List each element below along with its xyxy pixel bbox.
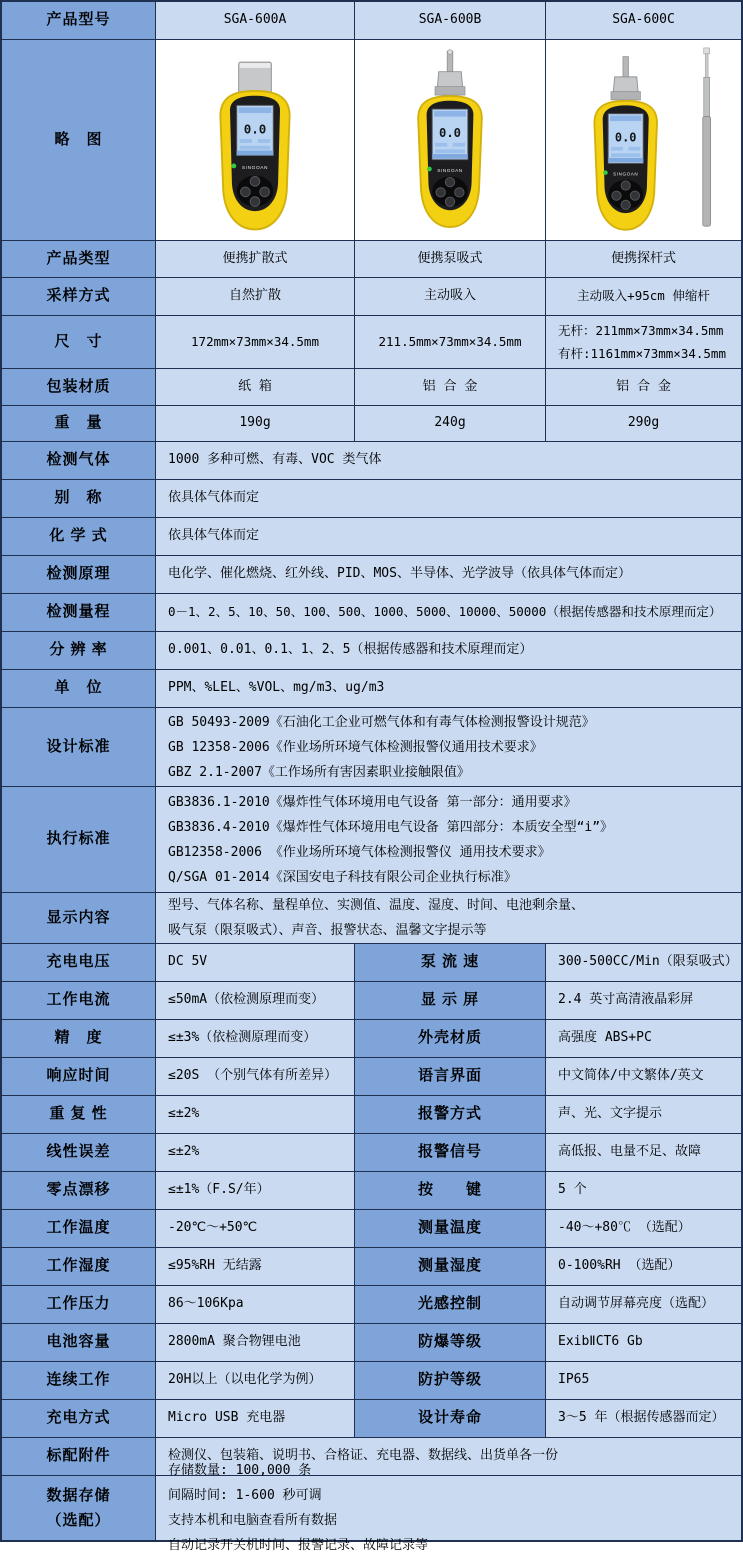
spec-label: 检测气体: [2, 442, 156, 479]
device-brand-text: SINGOAN: [437, 167, 463, 173]
spec-value: DC 5V: [156, 944, 355, 981]
spec-value: 0－1、2、5、10、50、100、500、1000、5000、10000、50000（根据传感器和技术原理而定）: [156, 594, 741, 631]
spec-label: 按 键: [355, 1172, 546, 1209]
sketch-row: [2, 40, 741, 241]
spec-label: 充电电压: [2, 944, 156, 981]
row-product-type: [2, 241, 741, 278]
spec-label: 工作温度: [2, 1210, 156, 1247]
standard-line: GB 50493-2009《石油化工企业可燃气体和有毒气体检测报警设计规范》: [168, 714, 595, 730]
spec-value: [156, 787, 741, 892]
row-data-storage: [2, 1463, 741, 1553]
spec-value: ExibⅡCT6 Gb: [546, 1324, 741, 1361]
spec-value: 0-100%RH （选配）: [546, 1248, 741, 1285]
device-illustration-sga-600c: [564, 45, 724, 235]
spec-label: 分 辨 率: [2, 632, 156, 669]
device-screen-reading: 0.0: [243, 121, 267, 137]
spec-label: 采样方式: [2, 278, 156, 315]
header-model-sga-600c: SGA-600C: [546, 2, 741, 39]
spec-label: 电池容量: [2, 1324, 156, 1361]
spec-value: 检测仪、包装箱、说明书、合格证、充电器、数据线、出货单各一份: [156, 1438, 741, 1475]
spec-value-c: [546, 316, 741, 368]
spec-label: 充电方式: [2, 1400, 156, 1437]
row-response-time-language: [2, 1058, 741, 1096]
spec-label: 尺 寸: [2, 316, 156, 368]
spec-value: 1000 多种可燃、有毒、VOC 类气体: [156, 442, 741, 479]
row-detect-principle: [2, 556, 741, 594]
spec-value-a: 纸 箱: [156, 369, 355, 405]
spec-label: 零点漂移: [2, 1172, 156, 1209]
spec-value-c: 290g: [546, 406, 741, 441]
spec-label: 别 称: [2, 480, 156, 517]
storage-line: 自动记录开关机时间、报警记录、故障记录等: [168, 1538, 429, 1553]
spec-value: ≤50mA（依检测原理而变）: [156, 982, 355, 1019]
spec-value: 自动调节屏幕亮度（选配）: [546, 1286, 741, 1323]
spec-value: 依具体气体而定: [156, 480, 741, 517]
row-standard-accessories: [2, 1438, 741, 1476]
header-model-sga-600a: SGA-600A: [156, 2, 355, 39]
standard-line: GB 12358-2006《作业场所环境气体检测报警仪通用技术要求》: [168, 739, 543, 755]
standard-line: Q/SGA 01-2014《深国安电子科技有限公司企业执行标准》: [168, 869, 517, 885]
spec-value: Micro USB 充电器: [156, 1400, 355, 1437]
spec-value: PPM、%LEL、%VOL、mg/m3、ug/m3: [156, 670, 741, 707]
spec-label: [2, 1476, 156, 1540]
spec-value: 300-500CC/Min（限泵吸式）: [546, 944, 741, 981]
row-working-humidity-measure-humidity: [2, 1248, 741, 1286]
row-dimensions: [2, 316, 741, 369]
spec-label: 语言界面: [355, 1058, 546, 1095]
spec-label: 重 复 性: [2, 1096, 156, 1133]
storage-line: 支持本机和电脑查看所有数据: [168, 1513, 338, 1528]
spec-value: 3～5 年（根据传感器而定）: [546, 1400, 741, 1437]
dimension-without-rod: 无杆：211mm×73mm×34.5mm: [558, 323, 724, 338]
row-charge-voltage-pump-flow: [2, 944, 741, 982]
row-battery-explosion-proof: [2, 1324, 741, 1362]
storage-line: 存储数量: 100,000 条: [168, 1463, 312, 1478]
sketch-label: 略 图: [2, 40, 156, 240]
row-working-current-display: [2, 982, 741, 1020]
row-sampling-method: [2, 278, 741, 316]
row-zero-drift-buttons: [2, 1172, 741, 1210]
row-chemical-formula: [2, 518, 741, 556]
header-product-model-label: 产品型号: [2, 2, 156, 39]
row-resolution: [2, 632, 741, 670]
standard-line: GBZ 2.1-2007《工作场所有害因素职业接触限值》: [168, 764, 470, 780]
spec-label: 重 量: [2, 406, 156, 441]
device-illustration-sga-600a: [180, 45, 330, 235]
storage-label-line: （选配）: [46, 1512, 111, 1529]
spec-label: 执行标准: [2, 787, 156, 892]
row-continuous-work-protection: [2, 1362, 741, 1400]
spec-value: 电化学、催化燃烧、红外线、PID、MOS、半导体、光学波导（依具体气体而定）: [156, 556, 741, 593]
telescopic-rod-illustration: [702, 48, 710, 226]
spec-value: [156, 1463, 741, 1553]
spec-value: 高强度 ABS+PC: [546, 1020, 741, 1057]
spec-value-c: 铝 合 金: [546, 369, 741, 405]
spec-value: ≤±3%（依检测原理而变）: [156, 1020, 355, 1057]
row-accuracy-shell-material: [2, 1020, 741, 1058]
spec-label: 外壳材质: [355, 1020, 546, 1057]
spec-value: 依具体气体而定: [156, 518, 741, 555]
header-row: [2, 2, 741, 40]
storage-label-line: 数据存储: [46, 1487, 111, 1504]
spec-value: 中文简体/中文繁体/英文: [546, 1058, 741, 1095]
spec-value: ≤±1%（F.S/年）: [156, 1172, 355, 1209]
spec-label: 测量湿度: [355, 1248, 546, 1285]
spec-value: -20℃～+50℃: [156, 1210, 355, 1247]
spec-label: 化 学 式: [2, 518, 156, 555]
device-screen-reading: 0.0: [439, 126, 461, 141]
row-alias: [2, 480, 741, 518]
spec-value: 0.001、0.01、0.1、1、2、5（根据传感器和技术原理而定）: [156, 632, 741, 669]
spec-value: 20H以上（以电化学为例）: [156, 1362, 355, 1399]
spec-value: ≤20S （个别气体有所差异）: [156, 1058, 355, 1095]
row-detect-range: [2, 594, 741, 632]
spec-value: 2800mA 聚合物锂电池: [156, 1324, 355, 1361]
spec-label: 精 度: [2, 1020, 156, 1057]
spec-label: 工作湿度: [2, 1248, 156, 1285]
spec-value-b: 便携泵吸式: [355, 241, 546, 277]
spec-label: 显 示 屏: [355, 982, 546, 1019]
spec-value: [156, 893, 741, 943]
spec-label: 产品类型: [2, 241, 156, 277]
spec-value-b: 主动吸入: [355, 278, 546, 315]
spec-label: 显示内容: [2, 893, 156, 943]
row-linearity-alarm-signal: [2, 1134, 741, 1172]
row-detect-gas: [2, 442, 741, 480]
spec-label: 报警方式: [355, 1096, 546, 1133]
row-design-standards: [2, 708, 741, 787]
product-image-cell-a: [156, 40, 355, 240]
display-line: 型号、气体名称、量程单位、实测值、温度、湿度、时间、电池剩余量、: [168, 898, 585, 913]
standard-line: GB3836.1-2010《爆炸性气体环境用电气设备 第一部分：通用要求》: [168, 794, 577, 810]
spec-value: 86～106Kpa: [156, 1286, 355, 1323]
device-brand-text: SINGOAN: [612, 171, 638, 177]
spec-value: [156, 708, 741, 786]
storage-line: 间隔时间: 1-600 秒可调: [168, 1488, 322, 1503]
header-model-sga-600b: SGA-600B: [355, 2, 546, 39]
spec-value: 声、光、文字提示: [546, 1096, 741, 1133]
standard-line: GB12358-2006 《作业场所环境气体检测报警仪 通用技术要求》: [168, 844, 551, 860]
row-display-contents: [2, 893, 741, 944]
row-execution-standards: [2, 787, 741, 893]
spec-label: 响应时间: [2, 1058, 156, 1095]
row-repeatability-alarm-mode: [2, 1096, 741, 1134]
spec-value: 5 个: [546, 1172, 741, 1209]
spec-label: 包装材质: [2, 369, 156, 405]
spec-value: ≤±2%: [156, 1134, 355, 1171]
spec-value-a: 自然扩散: [156, 278, 355, 315]
spec-value: 高低报、电量不足、故障: [546, 1134, 741, 1171]
spec-value: IP65: [546, 1362, 741, 1399]
device-screen-reading: 0.0: [614, 130, 637, 145]
spec-label: 工作电流: [2, 982, 156, 1019]
device-illustration-sga-600b: [377, 45, 523, 235]
spec-label: 检测原理: [2, 556, 156, 593]
row-working-pressure-light-control: [2, 1286, 741, 1324]
spec-label: 泵 流 速: [355, 944, 546, 981]
spec-value: ≤±2%: [156, 1096, 355, 1133]
spec-label: 报警信号: [355, 1134, 546, 1171]
spec-value-b: 240g: [355, 406, 546, 441]
spec-value: -40～+80℃ （选配）: [546, 1210, 741, 1247]
spec-value: ≤95%RH 无结露: [156, 1248, 355, 1285]
row-units: [2, 670, 741, 708]
spec-label: 标配附件: [2, 1438, 156, 1475]
spec-label: 单 位: [2, 670, 156, 707]
product-image-cell-c: [546, 40, 741, 240]
spec-label: 检测量程: [2, 594, 156, 631]
standard-line: GB3836.4-2010《爆炸性气体环境用电气设备 第四部分：本质安全型“i”》: [168, 819, 614, 835]
row-weight: [2, 406, 741, 442]
product-image-cell-b: [355, 40, 546, 240]
spec-value: 2.4 英寸高清液晶彩屏: [546, 982, 741, 1019]
row-packaging-material: [2, 369, 741, 406]
spec-value-a: 172mm×73mm×34.5mm: [156, 316, 355, 368]
dimension-with-rod: 有杆:1161mm×73mm×34.5mm: [558, 346, 726, 361]
row-charging-method-design-life: [2, 1400, 741, 1438]
spec-value-a: 便携扩散式: [156, 241, 355, 277]
spec-value-b: 211.5mm×73mm×34.5mm: [355, 316, 546, 368]
spec-label: 防护等级: [355, 1362, 546, 1399]
device-brand-text: SINGOAN: [241, 165, 269, 171]
spec-label: 光感控制: [355, 1286, 546, 1323]
spec-label: 设计标准: [2, 708, 156, 786]
spec-label: 工作压力: [2, 1286, 156, 1323]
spec-label: 连续工作: [2, 1362, 156, 1399]
spec-value-c: 便携探杆式: [546, 241, 741, 277]
display-line: 吸气泵（限泵吸式）、声音、报警状态、温馨文字提示等: [168, 923, 487, 938]
spec-value-c: 主动吸入+95cm 伸缩杆: [546, 278, 741, 315]
spec-label: 设计寿命: [355, 1400, 546, 1437]
spec-label: 防爆等级: [355, 1324, 546, 1361]
row-working-temp-measure-temp: [2, 1210, 741, 1248]
spec-value-a: 190g: [156, 406, 355, 441]
spec-value-b: 铝 合 金: [355, 369, 546, 405]
spec-label: 测量温度: [355, 1210, 546, 1247]
spec-label: 线性误差: [2, 1134, 156, 1171]
